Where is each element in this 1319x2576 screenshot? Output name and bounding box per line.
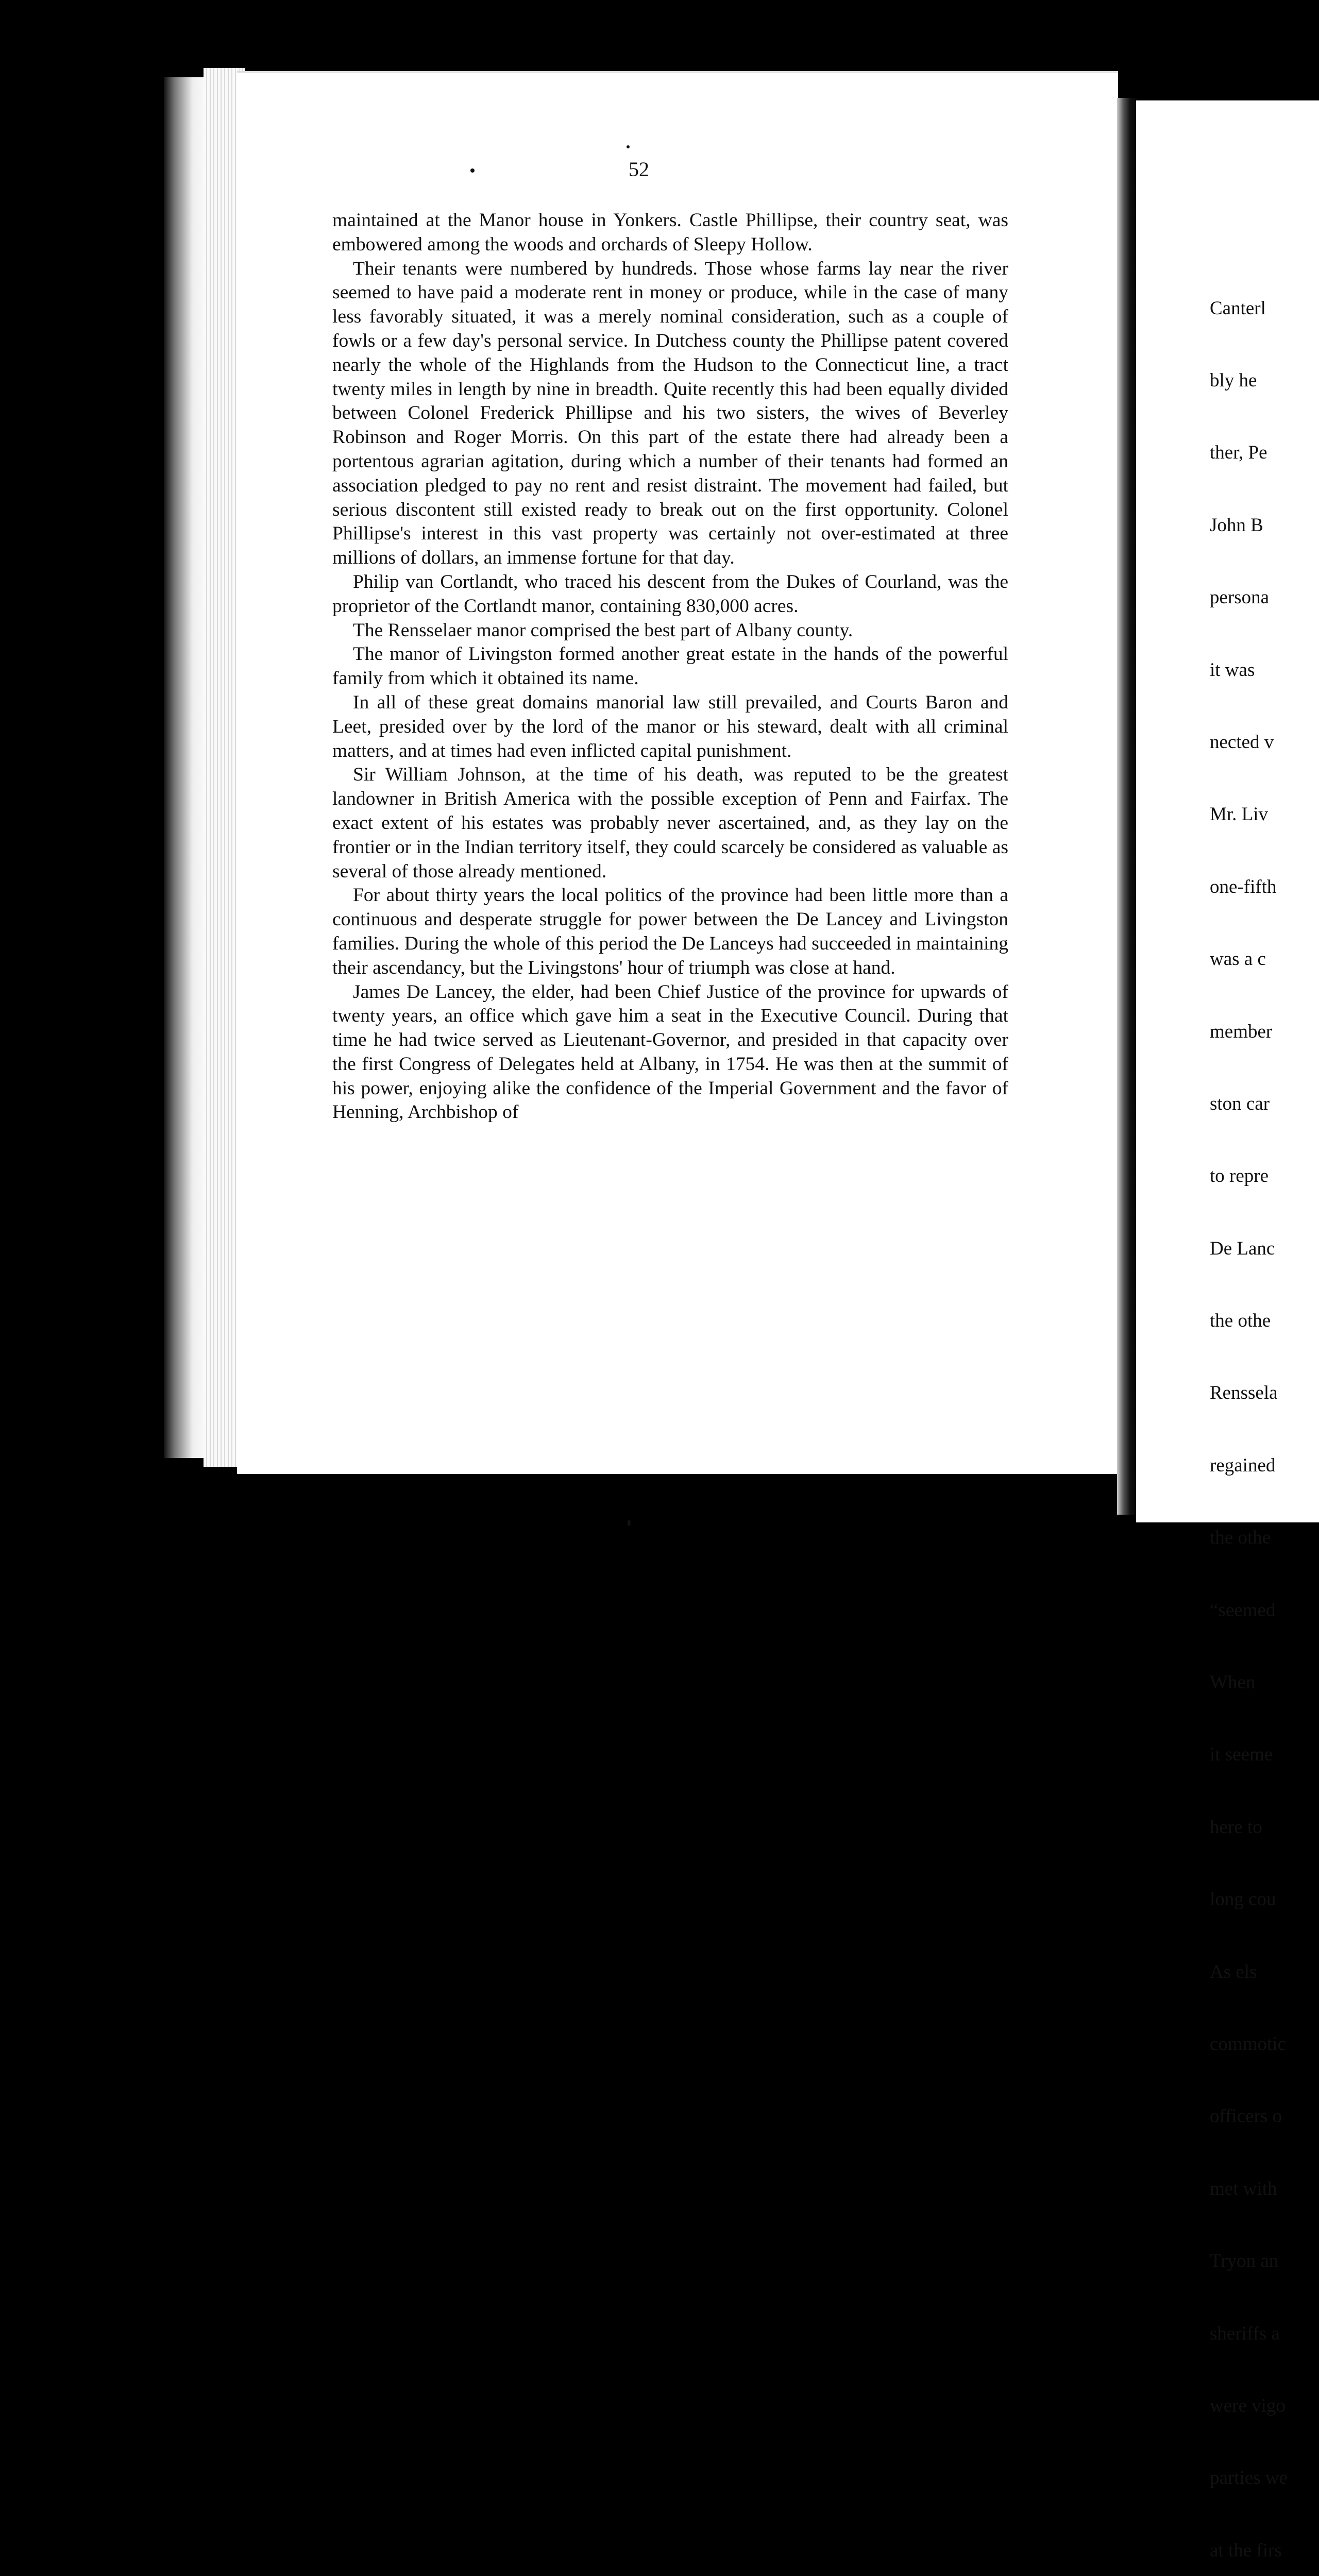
- facing-line: at the firs: [1210, 2539, 1282, 2561]
- facing-line: parties we: [1210, 2467, 1288, 2489]
- facing-line: De Lanc: [1210, 1238, 1275, 1259]
- paragraph: Their tenants were numbered by hundreds. Those whose farms lay near the river seemed to have paid a moderate rent in money or produce, while in the case of many less favorably situated, it was a merely nominal consideration, such as a couple of fowls or a few day's personal service. In Dutchess county the Phillipse patent covered nearly the whole of the Highlands from the Hudson to the Connecticut line, a tract twenty miles in length by nine in breadth. Quite recently this had been equally divided between Colonel Frederick Phillipse and his two sisters, the wives of Beverley Robinson and Roger Morris. On this part of the estate there had already been a portentous agrarian agitation, during which a number of their tenants had formed an association pledged to pay no rent and resist distraint. The movement had failed, but serious discontent still existed ready to break out on the first opportunity. Colonel Phillipse's interest in this vast property was certainly not over-estimated at three millions of dollars, an immense fortune for that day.: [332, 258, 1008, 569]
- book-gutter: [1117, 98, 1139, 1515]
- facing-line: When: [1210, 1672, 1256, 1693]
- facing-line: regained: [1210, 1454, 1276, 1476]
- page-number: 52: [629, 158, 649, 181]
- scan-speck: [628, 1520, 631, 1526]
- facing-line: the othe: [1210, 1527, 1271, 1549]
- paragraph: For about thirty years the local politics of the province had been little more than a continuous and desperate struggle for power between the De Lancey and Livingston families. During the whole of this period the De Lanceys had succeeded in maintaining their ascendancy, but the Livingstons' hour of triumph was close at hand.: [332, 885, 1008, 978]
- facing-line: were vigo: [1210, 2395, 1286, 2416]
- facing-line: the othe: [1210, 1310, 1271, 1332]
- facing-line: persona: [1210, 587, 1270, 608]
- facing-line: was a c: [1210, 948, 1266, 970]
- facing-line: Tryon an: [1210, 2250, 1279, 2272]
- page-body: [332, 209, 1008, 1125]
- facing-line: commotic: [1210, 2033, 1286, 2055]
- paragraph: James De Lancey, the elder, had been Chief Justice of the province for upwards of twenty years, an office which gave him a seat in the Executive Council. During that time he had twice served as Lieutenant-Governor, and presided in that capacity over the first Congress of Delegates held at Albany, in 1754. He was then at the summit of his power, enjoying alike the confidence of the Imperial Government and the favor of Henning, Archbishop of: [332, 981, 1008, 1123]
- facing-line: Mr. Liv: [1210, 804, 1269, 825]
- facing-line: here to: [1210, 1816, 1262, 1838]
- facing-line: John B: [1210, 514, 1263, 536]
- scan-speck: [627, 145, 630, 148]
- facing-line: long cou: [1210, 1889, 1276, 1910]
- facing-line: one-fifth: [1210, 876, 1277, 897]
- facing-line: “seemed: [1210, 1599, 1276, 1621]
- paragraph: In all of these great domains manorial law still prevailed, and Courts Baron and Leet, presided over by the lord of the manor or his steward, dealt with all criminal matters, and at times had even inflicted capital punishment.: [332, 691, 1008, 761]
- facing-line: to repre: [1210, 1165, 1269, 1187]
- paragraph: Philip van Cortlandt, who traced his descent from the Dukes of Courland, was the proprietor of the Cortlandt manor, containing 830,000 acres.: [332, 571, 1008, 617]
- paragraph: The Rensselaer manor comprised the best part of Albany county.: [353, 619, 853, 641]
- facing-line: it was: [1210, 659, 1255, 681]
- facing-line: bly he: [1210, 369, 1257, 391]
- facing-line: ston car: [1210, 1093, 1270, 1114]
- facing-line: it seeme: [1210, 1744, 1273, 1766]
- scan-speck: [470, 168, 475, 173]
- paragraph: The manor of Livingston formed another great estate in the hands of the powerful family from which it obtained its name.: [332, 643, 1008, 689]
- paragraph: maintained at the Manor house in Yonkers. Castle Phillipse, their country seat, was embowered among the woods and orchards of Sleepy Hollow.: [332, 210, 1008, 255]
- facing-page-text: [1210, 248, 1298, 2576]
- facing-line: ther, Pe: [1210, 442, 1267, 464]
- facing-line: officers o: [1210, 2106, 1282, 2127]
- facing-line: met with: [1210, 2178, 1277, 2199]
- paragraph: Sir William Johnson, at the time of his death, was reputed to be the greatest landowner in British America with the possible exception of Penn and Fairfax. The exact extent of his estates was probably never ascertained, and, as they lay on the frontier or in the Indian territory itself, they could scarcely be considered as valuable as several of those already mentioned.: [332, 764, 1008, 882]
- facing-line: nected v: [1210, 731, 1274, 753]
- facing-line: As els: [1210, 1961, 1257, 1982]
- facing-line: sheriffs a: [1210, 2323, 1280, 2344]
- facing-line: Canterl: [1210, 297, 1266, 319]
- facing-line: member: [1210, 1021, 1273, 1042]
- facing-line: Rensselа: [1210, 1382, 1278, 1404]
